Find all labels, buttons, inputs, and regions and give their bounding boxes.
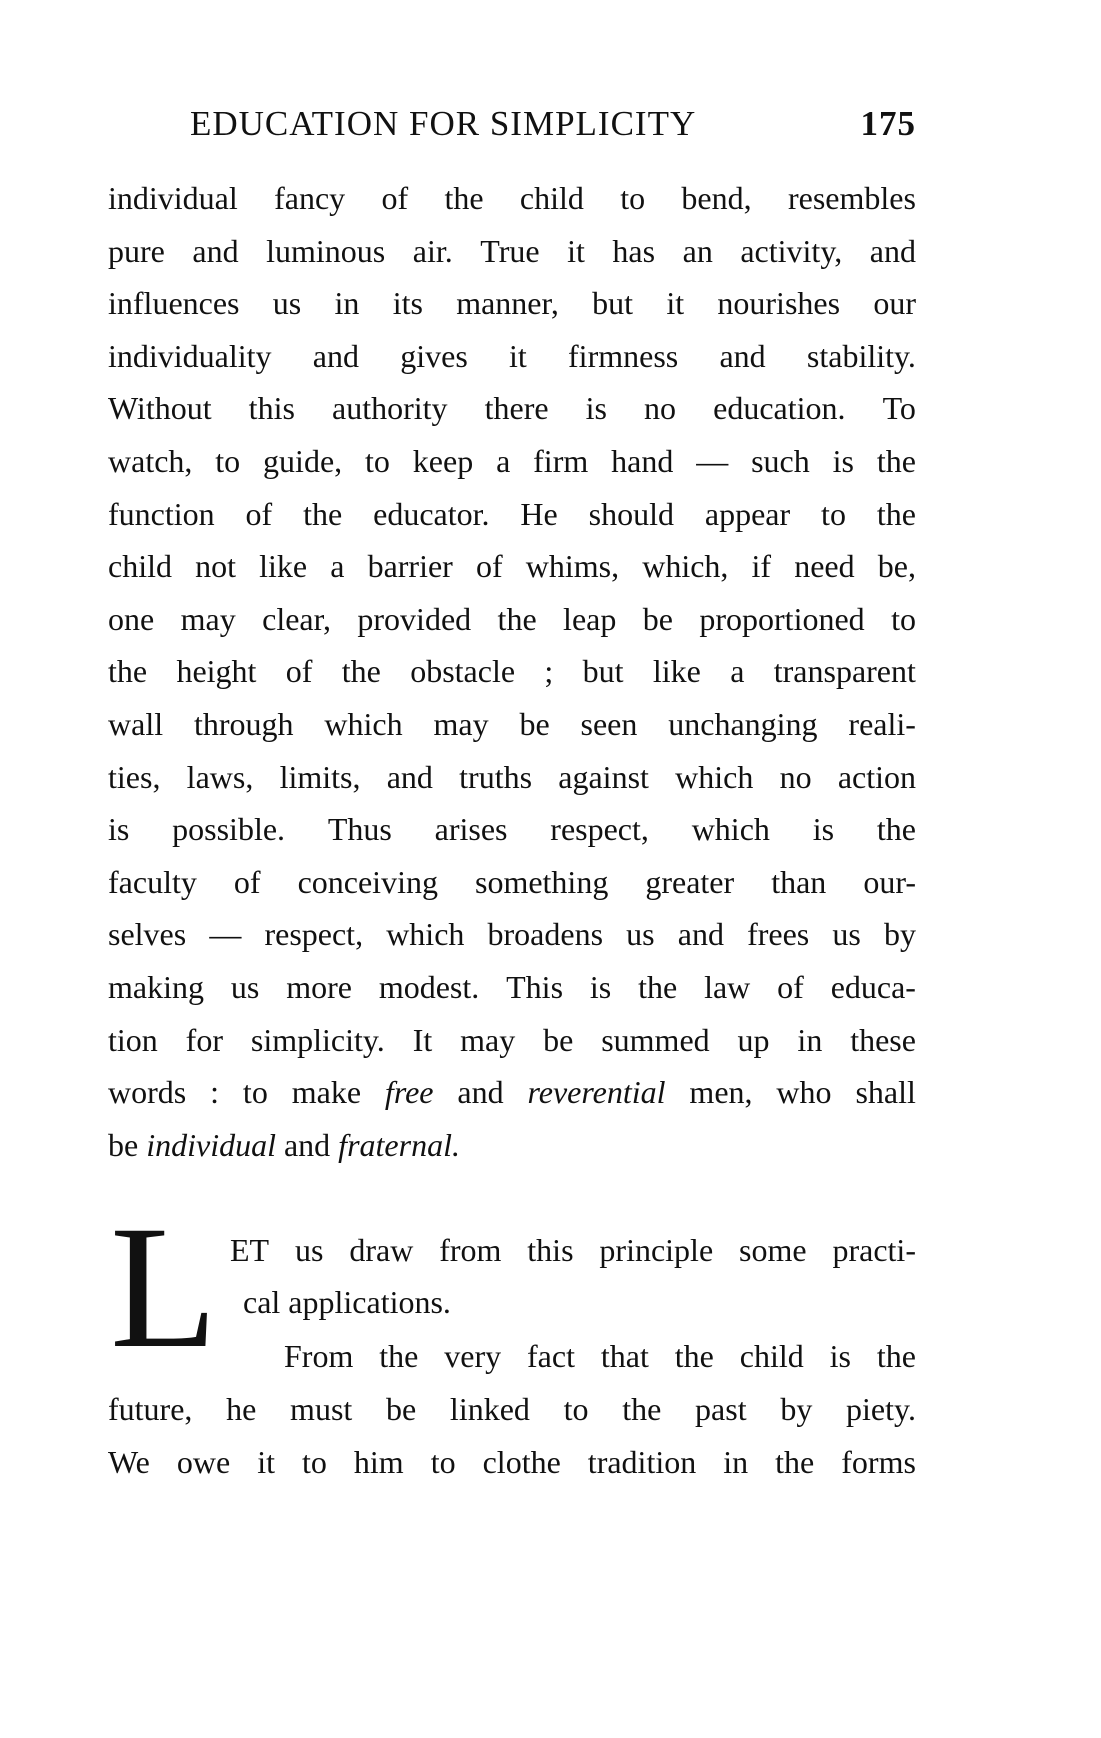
line-words — [108, 231, 916, 271]
text-line — [108, 441, 916, 481]
word: past — [695, 1391, 747, 1427]
word: respect, — [264, 916, 364, 953]
word: activity, — [740, 232, 843, 269]
word: to — [821, 495, 846, 532]
word: there — [484, 390, 549, 427]
text-line — [108, 809, 916, 849]
word: men, — [689, 1074, 753, 1111]
word: guide, — [263, 443, 343, 479]
line-words — [108, 599, 916, 639]
word: respect, — [550, 811, 649, 848]
word: firm — [533, 443, 589, 479]
text-line — [108, 757, 916, 797]
word: is — [832, 443, 854, 479]
word: more — [286, 969, 352, 1005]
word: the — [622, 1391, 662, 1427]
word: us — [832, 916, 861, 953]
word: fancy — [274, 180, 346, 216]
line-words — [108, 494, 916, 534]
word: This — [506, 969, 564, 1005]
word: us — [294, 1232, 324, 1268]
word: him — [353, 1444, 404, 1480]
word: this — [248, 390, 295, 427]
word: conceiving — [297, 863, 438, 900]
word: to — [215, 443, 241, 479]
text-line — [108, 546, 916, 586]
word: whims, — [525, 548, 620, 585]
word: of — [777, 969, 804, 1005]
word: firmness — [568, 337, 679, 374]
word: laws, — [186, 758, 254, 795]
word: selves — [108, 916, 187, 953]
word: of — [285, 653, 313, 690]
word: up — [737, 1021, 770, 1058]
word: the — [444, 180, 484, 216]
line-words — [230, 1230, 916, 1270]
italic-word: free — [384, 1074, 434, 1111]
word: its — [392, 285, 423, 322]
word: manner, — [456, 285, 559, 322]
word: the — [674, 1338, 714, 1374]
word: piety. — [846, 1391, 916, 1427]
line-words — [108, 757, 916, 797]
word: it — [509, 337, 527, 374]
text-line — [243, 1282, 493, 1322]
word: than — [771, 863, 827, 900]
word: the — [876, 495, 916, 532]
page-number: 175 — [860, 104, 916, 143]
line-words — [108, 336, 916, 376]
word: is — [108, 811, 130, 848]
word: obstacle — [410, 653, 516, 690]
word: function — [108, 495, 215, 532]
text-line — [108, 967, 916, 1007]
word: seen — [580, 706, 638, 742]
line-words — [108, 914, 916, 954]
word: must — [290, 1391, 353, 1427]
word: Thus — [327, 811, 392, 848]
word: which — [675, 758, 754, 795]
word: educator. — [373, 495, 490, 532]
line-words — [108, 862, 916, 902]
text-line — [108, 862, 916, 902]
word: which — [324, 706, 403, 742]
word: should — [588, 495, 674, 532]
word: an — [682, 232, 713, 269]
word: broadens — [487, 916, 604, 953]
word: a — [496, 443, 511, 479]
word: be — [642, 600, 673, 637]
text-line — [108, 231, 916, 271]
word: the — [341, 653, 381, 690]
word: We — [108, 1444, 150, 1480]
text-line — [108, 1072, 916, 1112]
word: unchanging — [668, 706, 818, 742]
word: tion — [108, 1021, 158, 1058]
drop-cap: L — [110, 1190, 218, 1385]
word: truths — [459, 758, 533, 795]
word: which, — [642, 548, 729, 585]
line-words — [108, 283, 916, 323]
word: pure — [108, 232, 165, 269]
word: a — [330, 548, 345, 585]
word: not — [195, 548, 236, 585]
word: ties, — [108, 758, 161, 795]
word: it — [666, 285, 685, 322]
word: be — [543, 1021, 574, 1058]
text-line — [284, 1336, 916, 1376]
word: authority — [331, 390, 448, 427]
word: transparent — [773, 653, 916, 690]
word: and — [677, 916, 724, 953]
word: individuality — [108, 337, 272, 374]
word: individual — [108, 180, 238, 216]
word: clothe — [482, 1444, 561, 1480]
line-words — [108, 1020, 916, 1060]
word: reali- — [848, 706, 916, 742]
word: bend, — [681, 180, 752, 216]
word: and — [386, 758, 433, 795]
word: air. — [412, 232, 453, 269]
word: appear — [704, 495, 791, 532]
word: and — [192, 232, 239, 269]
text-line — [230, 1230, 916, 1270]
word: which — [386, 916, 465, 953]
line-words — [108, 546, 916, 586]
word: From — [284, 1338, 354, 1374]
line-words — [108, 388, 916, 428]
word: watch, — [108, 443, 193, 479]
word: by — [883, 916, 916, 953]
word: for — [185, 1021, 223, 1058]
word: to — [242, 1074, 268, 1111]
word: may — [460, 1021, 516, 1058]
line-words — [108, 651, 916, 691]
word: summed — [601, 1021, 710, 1058]
word: is — [812, 811, 835, 848]
word: like — [259, 548, 308, 585]
text-line — [108, 1020, 916, 1060]
word: and — [869, 232, 916, 269]
word: the — [876, 443, 916, 479]
line-words — [108, 809, 916, 849]
word: is — [585, 390, 607, 427]
word: to — [891, 600, 916, 637]
word: ET — [230, 1232, 270, 1268]
word: provided — [357, 600, 472, 637]
word: tradition — [587, 1444, 697, 1480]
word: educa- — [830, 969, 916, 1005]
word: limits, — [279, 758, 361, 795]
word: and — [312, 337, 359, 374]
word: us — [230, 969, 260, 1005]
word: by — [780, 1391, 813, 1427]
word: practi- — [832, 1232, 916, 1268]
word: gives — [400, 337, 468, 374]
word: draw — [349, 1232, 414, 1268]
running-header — [190, 104, 916, 148]
word: in — [797, 1021, 823, 1058]
word: child — [519, 180, 584, 216]
word: the — [638, 969, 678, 1005]
word: height — [176, 653, 257, 690]
word: barrier — [367, 548, 453, 585]
word: and — [275, 1126, 339, 1163]
word: modest. — [378, 969, 480, 1005]
word: be — [108, 1126, 147, 1163]
word: To — [882, 390, 916, 427]
word: through — [193, 706, 294, 742]
line-words — [108, 1442, 916, 1482]
word: the — [876, 811, 916, 848]
line-words — [108, 178, 916, 218]
word: and — [719, 337, 766, 374]
word: our — [873, 285, 916, 322]
word: stability. — [806, 337, 916, 374]
word: the — [497, 600, 537, 637]
word: may — [180, 600, 236, 637]
word: in — [334, 285, 360, 322]
word: forms — [841, 1444, 916, 1480]
word: from — [439, 1232, 502, 1268]
text-line — [108, 336, 916, 376]
word: luminous — [266, 232, 386, 269]
word: has — [612, 232, 656, 269]
word: faculty — [108, 863, 197, 900]
word: is — [589, 969, 612, 1005]
text-line — [108, 388, 916, 428]
line-words — [108, 1072, 916, 1112]
line-words — [284, 1336, 916, 1376]
word: clear, — [262, 600, 331, 637]
word: us — [272, 285, 302, 322]
word: simplicity. — [250, 1021, 385, 1058]
word: to — [620, 180, 646, 216]
word: who — [776, 1074, 832, 1111]
text-line — [108, 1442, 916, 1482]
word: He — [520, 495, 558, 532]
text-line — [108, 1389, 916, 1429]
word: something — [474, 863, 609, 900]
italic-word: fraternal. — [338, 1126, 460, 1163]
word: of — [475, 548, 503, 585]
word: to — [430, 1444, 456, 1480]
word: like — [652, 653, 701, 690]
word: owe — [176, 1444, 231, 1480]
word: fact — [527, 1338, 575, 1374]
text-line — [108, 283, 916, 323]
word: linked — [449, 1391, 530, 1427]
word: some — [739, 1232, 807, 1268]
word: — — [209, 916, 242, 953]
word: to — [563, 1391, 589, 1427]
word: which — [691, 811, 770, 848]
word: ; — [544, 653, 554, 690]
word: to — [301, 1444, 327, 1480]
italic-word: reverential — [527, 1074, 666, 1111]
word: — — [696, 443, 729, 479]
word: such — [751, 443, 810, 479]
line-words — [108, 704, 916, 744]
word: a — [730, 653, 745, 690]
word: wall — [108, 706, 164, 742]
word: the — [108, 653, 148, 690]
running-title: EDUCATION FOR SIMPLICITY — [190, 104, 697, 143]
word: he — [226, 1391, 257, 1427]
text-line — [108, 651, 916, 691]
word: cal applications. — [243, 1284, 451, 1320]
text-line — [108, 494, 916, 534]
word: Without — [108, 390, 212, 427]
word: greater — [645, 863, 735, 900]
line-words — [243, 1282, 493, 1322]
word: leap — [563, 600, 617, 637]
word: against — [558, 758, 649, 795]
word: action — [837, 758, 916, 795]
word: our- — [863, 863, 916, 900]
word: child — [108, 548, 172, 585]
word: and — [457, 1074, 504, 1111]
italic-word: individual — [146, 1126, 276, 1163]
word: these — [850, 1021, 916, 1058]
word: may — [433, 706, 489, 742]
word: the — [876, 1338, 916, 1374]
word: if — [751, 548, 772, 585]
word: one — [108, 600, 155, 637]
word: resembles — [787, 180, 916, 216]
text-line — [108, 914, 916, 954]
word: the — [303, 495, 343, 532]
word: make — [291, 1074, 362, 1111]
word: us — [626, 916, 655, 953]
word: shall — [855, 1074, 916, 1111]
text-line — [108, 1125, 916, 1165]
word: the — [379, 1338, 419, 1374]
word: True — [480, 232, 540, 269]
word: to — [365, 443, 390, 479]
text-line — [108, 178, 916, 218]
line-words — [108, 1389, 916, 1429]
text-line — [108, 704, 916, 744]
word: of — [381, 180, 409, 216]
word: this — [527, 1232, 574, 1268]
word: proportioned — [699, 600, 865, 637]
word: : — [210, 1074, 220, 1111]
word: is — [829, 1338, 851, 1374]
word: of — [245, 495, 273, 532]
word: it — [257, 1444, 275, 1480]
word: in — [723, 1444, 749, 1480]
text-line — [108, 599, 916, 639]
line-words — [108, 1125, 916, 1165]
word: but — [582, 653, 624, 690]
word: child — [739, 1338, 804, 1374]
word: future, — [108, 1391, 193, 1427]
word: no — [644, 390, 677, 427]
word: words — [108, 1074, 187, 1111]
word: be, — [877, 548, 916, 585]
word: very — [444, 1338, 502, 1374]
word: principle — [599, 1232, 714, 1268]
word: of — [233, 863, 261, 900]
line-words — [108, 967, 916, 1007]
word: frees — [747, 916, 810, 953]
word: the — [775, 1444, 815, 1480]
word: that — [600, 1338, 649, 1374]
word: It — [412, 1021, 433, 1058]
word: making — [108, 969, 204, 1005]
word: be — [519, 706, 550, 742]
word: be — [386, 1391, 417, 1427]
word: keep — [412, 443, 474, 479]
word: need — [794, 548, 855, 585]
word: arises — [434, 811, 508, 848]
word: nourishes — [717, 285, 841, 322]
word: law — [704, 969, 751, 1005]
word: no — [779, 758, 812, 795]
word: influences — [108, 285, 240, 322]
word: but — [592, 285, 634, 322]
word: hand — [611, 443, 674, 479]
line-words — [108, 441, 916, 481]
word: possible. — [172, 811, 286, 848]
word: education. — [713, 390, 846, 427]
word: it — [567, 232, 585, 269]
